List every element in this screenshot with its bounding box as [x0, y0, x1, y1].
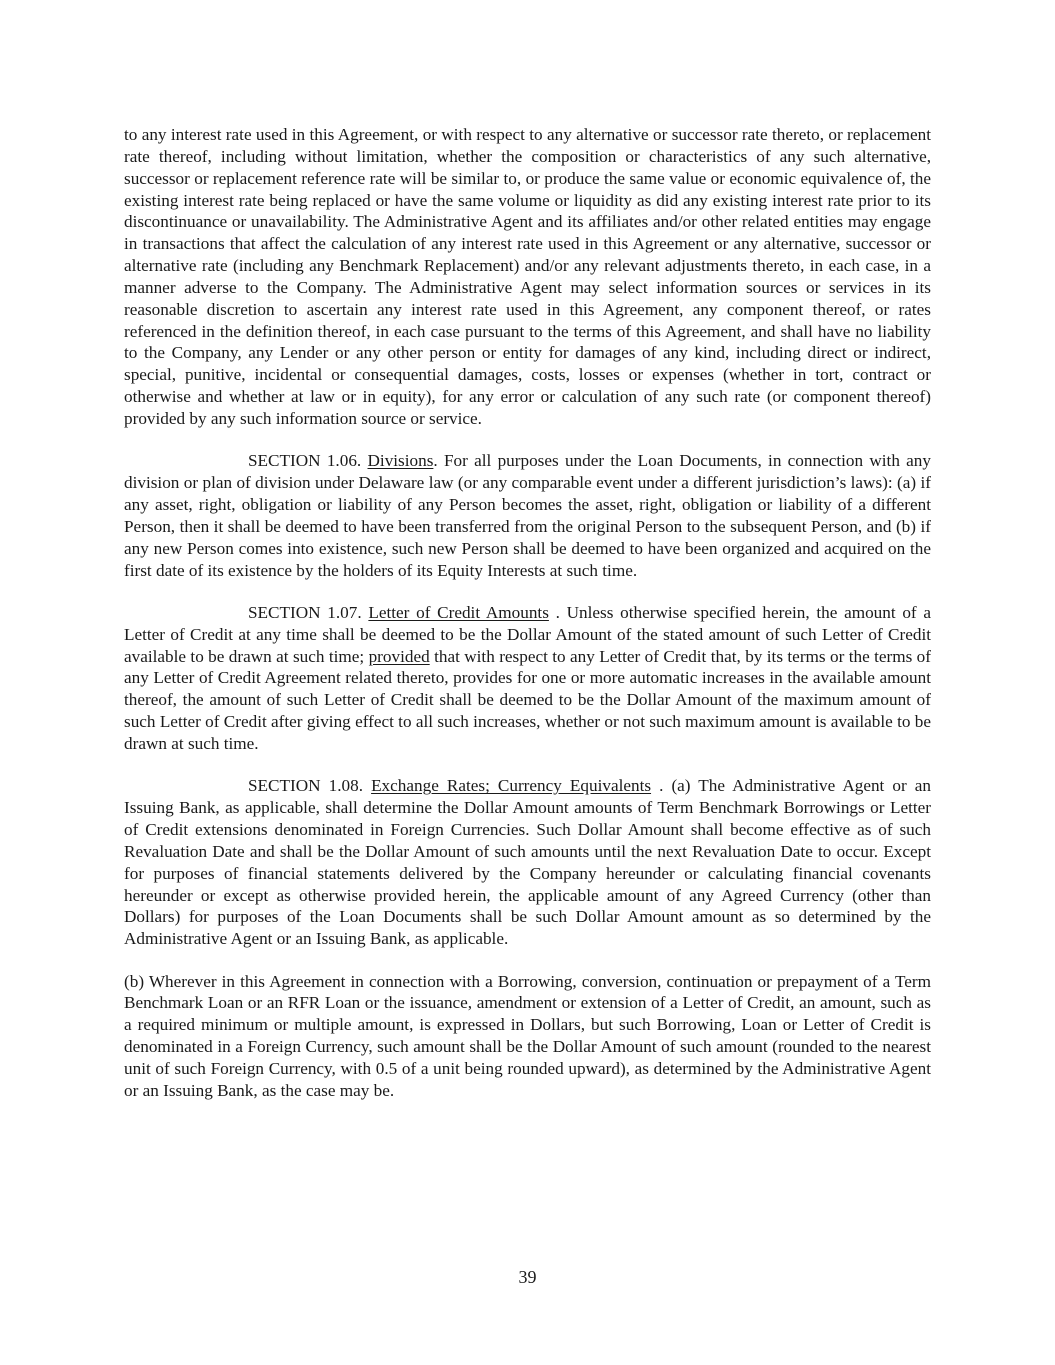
section-1-07-body-part-1: . Unless otherwise specified herein, the amount of a Letter of Credit at any time shall be deemed to be the Dollar Amount of the stated amount of such Letter of Credit available to be drawn at such time; — [124, 602, 931, 666]
section-1-06-paragraph — [124, 450, 931, 581]
section-1-08-title: Exchange Rates; Currency Equivalents — [371, 776, 652, 796]
section-1-07-title: Letter of Credit Amounts — [368, 602, 549, 622]
section-1-07-body-part-2: that with respect to any Letter of Credit that, by its terms or the terms of any Letter of Credit Agreement related thereto, provides for one or more automatic increases in the available amount thereof, the amount of such Letter of Credit shall be deemed to be the Dollar Amount of the maximum amount of such Letter of Credit after giving effect to all such increases, whether or not such maximum amount is available to be drawn at such time. — [124, 646, 931, 753]
section-1-07-number: SECTION 1.07. — [248, 602, 362, 622]
section-1-08-subsection-b: (b) Wherever in this Agreement in connection with a Borrowing, conversion, continuation or prepayment of a Term Benchmark Loan or an RFR Loan or the issuance, amendment or extension of a Letter of Credit, an amount, such as a required minimum or multiple amount, is expressed in Dollars, but such Borrowing, Loan or Letter of Credit is denominated in a Foreign Currency, such amount shall be the Dollar Amount of such amount (rounded to the nearest unit of such Foreign Currency, with 0.5 of a unit being rounded upward), as determined by the Administrative Agent or an Issuing Bank, as the case may be. — [124, 971, 931, 1100]
section-1-07-provided: provided — [368, 646, 430, 666]
intro-paragraph: to any interest rate used in this Agreement, or with respect to any alternative or successor rate thereto, or replacement rate thereof, including without limitation, whether the composition or characteristics of any such alternative, successor or replacement reference rate will be similar to, or produce the same value or economic equivalence of, the existing interest rate being replaced or have the same volume or liquidity as did any existing interest rate prior to its discontinuance or unavailability. The Administrative Agent and its affiliates and/or other related entities may engage in transactions that affect the calculation of any interest rate used in this Agreement or any alternative, successor or alternative rate (including any Benchmark Replacement) and/or any relevant adjustments thereto, in each case, in a manner adverse to the Company. The Administrative Agent may select information sources or services in its reasonable discretion to ascertain any interest rate used in this Agreement, any component thereof, or rates referenced in the definition thereof, in each case pursuant to the terms of this Agreement, and shall have no liability to the Company, any Lender or any other person or entity for damages of any kind, including direct or indirect, special, punitive, incidental or consequential damages, costs, losses or expenses (whether in tort, contract or otherwise and whether at law or in equity), for any error or calculation of any such rate (or component thereof) provided by any such information source or service. — [124, 125, 931, 428]
section-1-08-number: SECTION 1.08. — [248, 776, 363, 796]
page-number: 39 — [518, 1267, 537, 1287]
section-1-08-paragraph — [124, 775, 931, 950]
section-1-08-body: . (a) The Administrative Agent or an Issuing Bank, as applicable, shall determine the Dollar Amount amounts of Term Benchmark Borrowings or Letter of Credit extensions denominated in Foreign Currencies. Such Dollar Amount shall become effective as of such Revaluation Date and shall be the Dollar Amount of such amounts until the next Revaluation Date to occur. Except for purposes of financial statements delivered by the Company hereunder or calculating financial covenants hereunder or except as otherwise provided herein, the applicable amount of any Agreed Currency (other than Dollars) for purposes of the Loan Documents shall be such Dollar Amount amount as so determined by the Administrative Agent or an Issuing Bank, as applicable. — [124, 776, 931, 949]
section-1-06-body: . For all purposes under the Loan Documents, in connection with any division or plan of division under Delaware law (or any comparable event under a different jurisdiction’s laws): (a) if any asset, right, obligation or liability of any Person becomes the asset, right, obligation or liability of a different Person, then it shall be deemed to have been transferred from the original Person to the subsequent Person, and (b) if any new Person comes into existence, such new Person shall be deemed to have been organized and acquired on the first date of its existence by the holders of its Equity Interests at such time. — [124, 451, 931, 580]
section-1-06-title: Divisions — [367, 451, 434, 471]
document-page — [124, 124, 931, 1102]
section-1-06-number: SECTION 1.06. — [248, 451, 362, 471]
section-1-07-paragraph — [124, 602, 931, 755]
